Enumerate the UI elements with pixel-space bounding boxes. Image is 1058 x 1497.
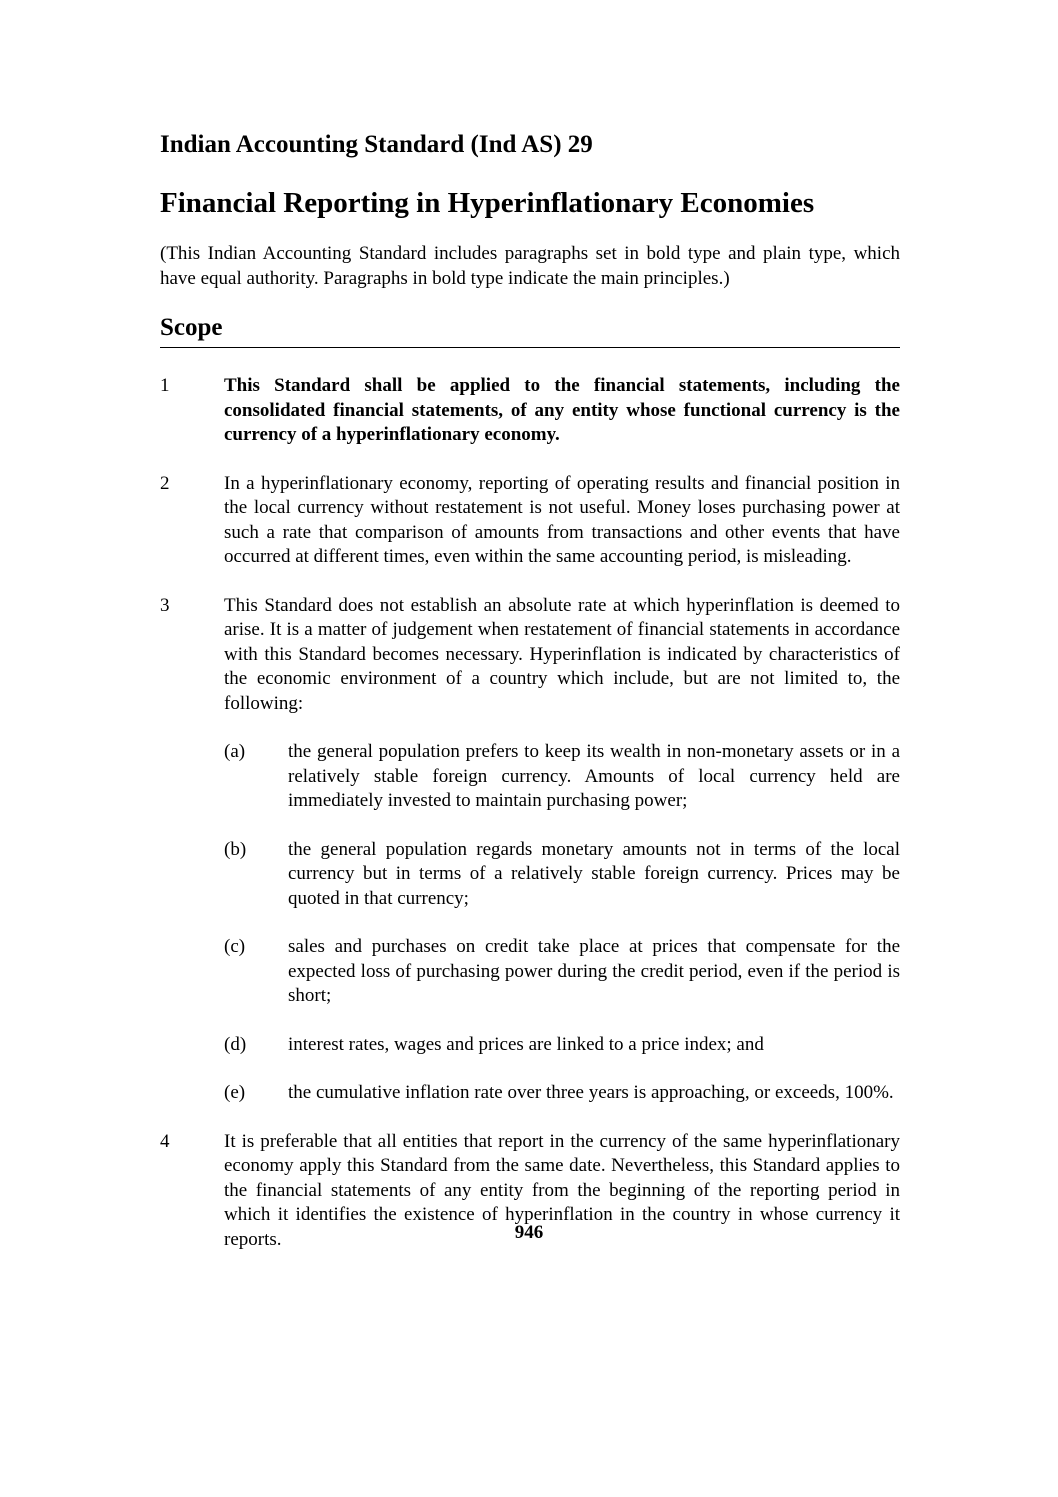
paragraph-1 (160, 374, 900, 448)
list-item-label: (b) (224, 838, 247, 860)
list-item-text: interest rates, wages and prices are linked to a price index; and (288, 1033, 764, 1055)
list-item-label: (c) (224, 936, 246, 957)
paragraph-number: 3 (160, 594, 170, 616)
paragraph-container (224, 594, 900, 1106)
list-item-text: the general population prefers to keep its wealth in non-monetary assets or in a relatively stable foreign currency. Amounts of local currency held are immediately invested to maintain purchasing power; (288, 741, 900, 811)
list-item (224, 838, 900, 912)
section-heading-scope: Scope (160, 311, 900, 348)
paragraph-text: In a hyperinflationary economy, reporting of operating results and financial position in the local currency without restatement is not useful. Money loses purchasing power at such a rate that comparison of amounts from transactions and other events that have occurred at different times, even within the same accounting period, is misleading. (224, 472, 900, 567)
list-item (224, 1033, 900, 1058)
paragraph-number: 1 (160, 375, 170, 396)
list-item (224, 740, 900, 814)
list-item-text: the cumulative inflation rate over three years is approaching, or exceeds, 100%. (288, 1082, 894, 1103)
paragraph-number: 4 (160, 1130, 170, 1152)
list-item (224, 935, 900, 1009)
list-item-text: sales and purchases on credit take place at prices that compensate for the expected loss of purchasing power during the credit period, even if the period is short; (288, 936, 900, 1006)
intro-note: (This Indian Accounting Standard includes paragraphs set in bold type and plain type, which have equal authority. Paragraphs in bold type indicate the main principles.) (160, 243, 900, 289)
standard-title: Indian Accounting Standard (Ind AS) 29 (160, 131, 593, 158)
list-item-label: (e) (224, 1082, 246, 1103)
paragraph-text: This Standard does not establish an absolute rate at which hyperinflation is deemed to arise. It is a matter of judgement when restatement of financial statements in accordance with this Standard becomes necessary. Hyperinflation is indicated by characteristics of the economic environment of a country which include, but are not limited to, the following: (224, 594, 900, 714)
paragraph-number: 2 (160, 472, 170, 494)
paragraph-2 (160, 472, 900, 570)
list-item-label: (d) (224, 1033, 247, 1055)
paragraph-3 (160, 594, 900, 1106)
paragraph-text: This Standard shall be applied to the financial statements, including the consolidated financial statements, of any entity whose functional currency is the currency of a hyperinflationary economy. (224, 375, 900, 445)
page-number: 946 (514, 1222, 544, 1243)
list-item-text: the general population regards monetary amounts not in terms of the local currency but in terms of a relatively stable foreign currency. Prices may be quoted in that currency; (288, 838, 900, 909)
main-title: Financial Reporting in Hyperinflationary Economies (160, 187, 815, 219)
characteristics-list (224, 740, 900, 1106)
document-page (160, 128, 900, 1252)
paragraph-text: It is preferable that all entities that report in the currency of the same hyperinflationary economy apply this Standard from the same date. Nevertheless, this Standard applies to the financial statements of any entity from the beginning of the reporting period in which it identifies the existence of hyperinflation in the country in whose currency it reports. (224, 1130, 900, 1250)
list-item (224, 1081, 900, 1106)
list-item-label: (a) (224, 741, 246, 762)
